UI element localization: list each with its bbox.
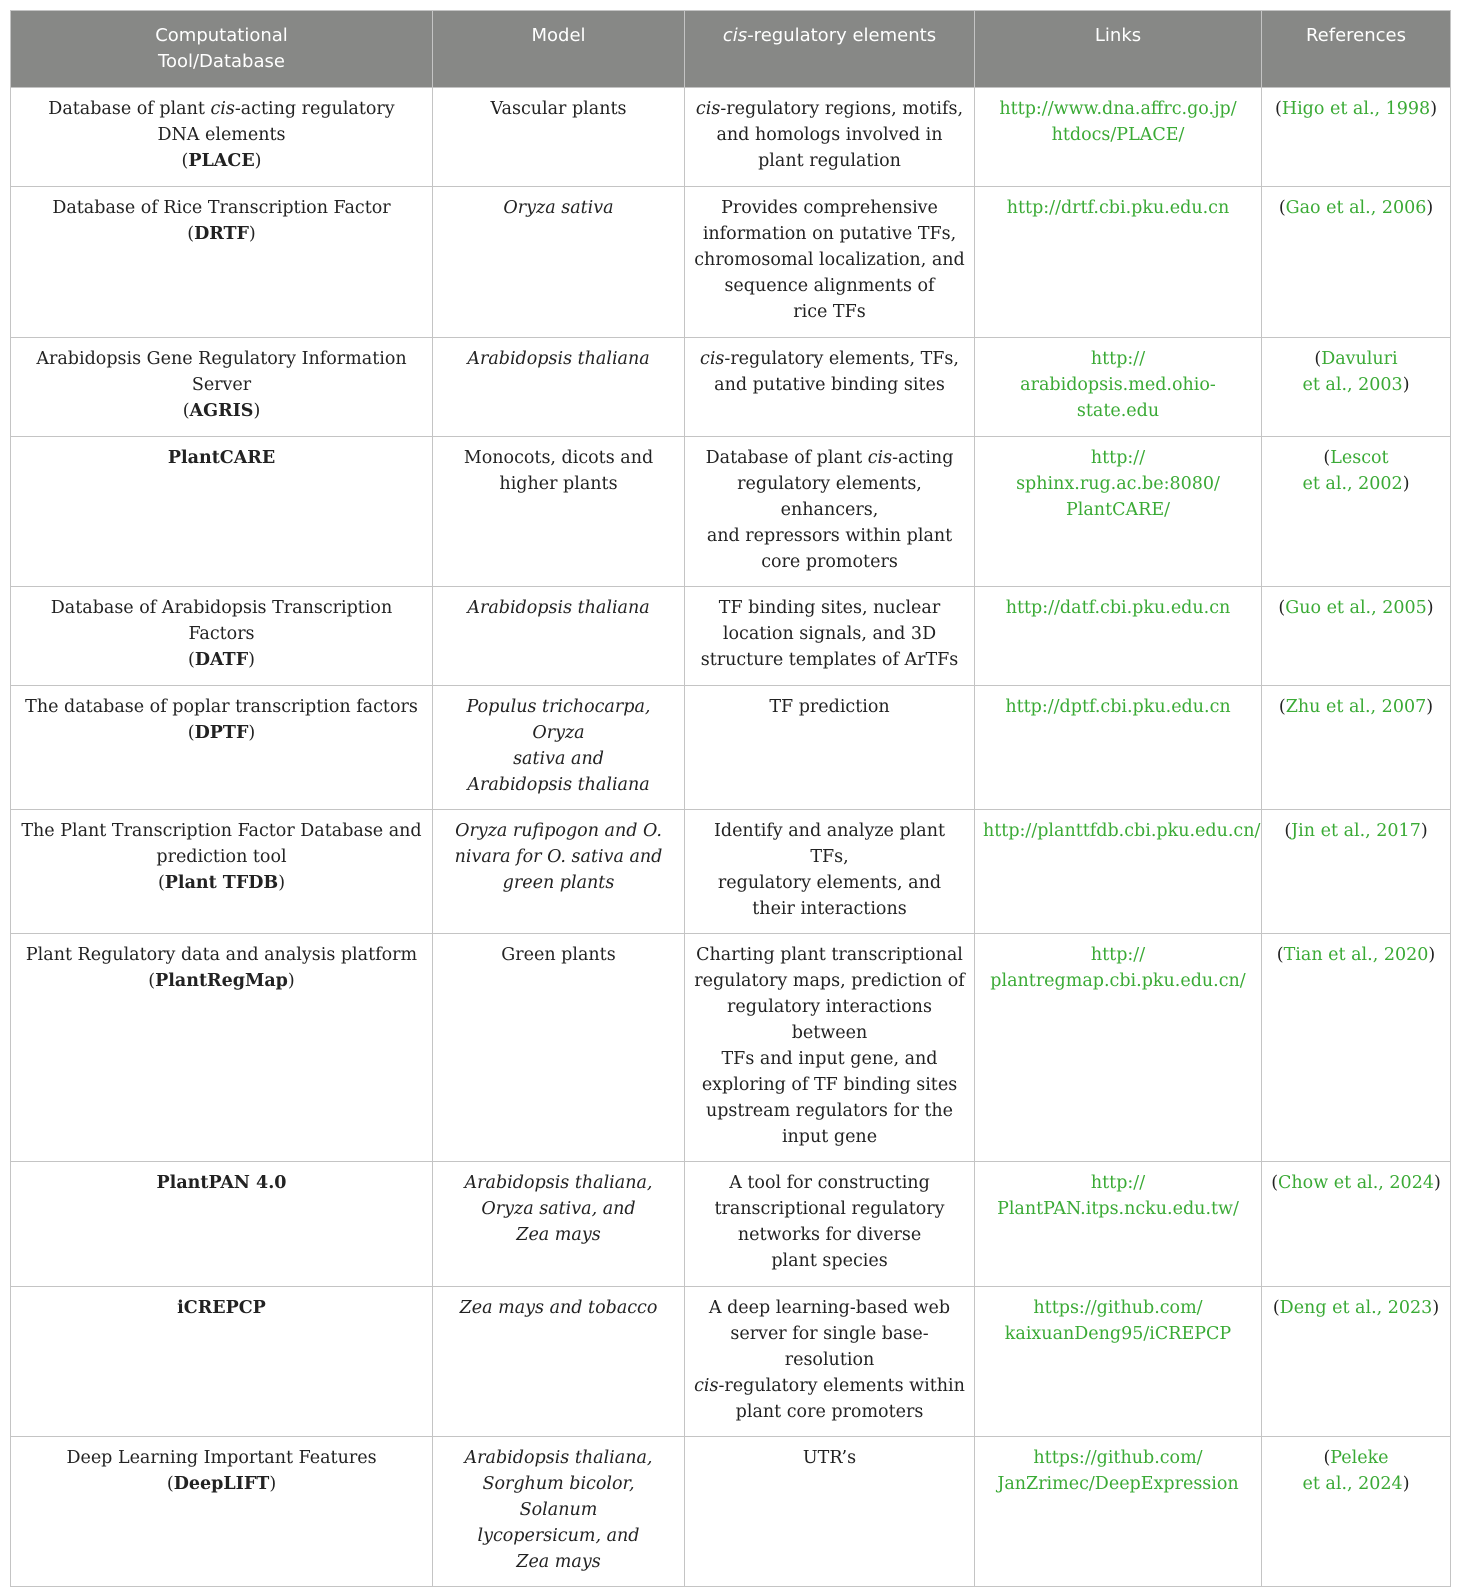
cre-cell: Identify and analyze plant TFs, regulatory elements, and their interactions: [685, 810, 975, 934]
reference-cell[interactable]: (Higo et al., 1998): [1262, 88, 1451, 187]
tool-cell: Deep Learning Important Features (DeepLIFT): [11, 1437, 433, 1587]
table-row: [11, 1287, 1451, 1437]
link[interactable]: http://drtf.cbi.pku.edu.cn: [1006, 198, 1230, 218]
model-cell: Oryza rufipogon and O. nivara for O. sativa and green plants: [433, 810, 685, 934]
reference-cell[interactable]: (Deng et al., 2023): [1262, 1287, 1451, 1437]
reference-cell[interactable]: (Peleke et al., 2024): [1262, 1437, 1451, 1587]
table-row: [11, 88, 1451, 187]
link[interactable]: arabidopsis.med.ohio-state.edu: [1020, 375, 1216, 421]
table-row: [11, 1437, 1451, 1587]
link[interactable]: htdocs/PLACE/: [1051, 125, 1185, 145]
cre-cell: TF binding sites, nuclear location signals, and 3D structure templates of ArTFs: [685, 587, 975, 686]
tool-cell: Plant Regulatory data and analysis platform (PlantRegMap): [11, 934, 433, 1162]
reference-cell[interactable]: (Tian et al., 2020): [1262, 934, 1451, 1162]
reference-link[interactable]: et al., 2024: [1302, 1474, 1403, 1494]
link[interactable]: https://github.com/: [1033, 1298, 1203, 1318]
tool-cell: The Plant Transcription Factor Database and prediction tool (Plant TFDB): [11, 810, 433, 934]
cre-cell: TF prediction: [685, 686, 975, 810]
model-cell: Arabidopsis thaliana, Oryza sativa, and Zea mays: [433, 1162, 685, 1287]
model-cell: Arabidopsis thaliana: [433, 587, 685, 686]
model-cell: Arabidopsis thaliana: [433, 338, 685, 437]
link-cell[interactable]: [975, 88, 1262, 187]
tool-cell: PlantPAN 4.0: [11, 1162, 433, 1287]
link[interactable]: http://datf.cbi.pku.edu.cn: [1005, 598, 1231, 618]
link-cell[interactable]: [975, 934, 1262, 1162]
model-cell: Zea mays and tobacco: [433, 1287, 685, 1437]
header-cre: cis-regulatory elements: [685, 11, 975, 88]
model-cell: Oryza sativa: [433, 187, 685, 338]
header-row: [11, 11, 1451, 88]
link[interactable]: PlantPAN.itps.ncku.edu.tw/: [997, 1199, 1239, 1219]
reference-cell[interactable]: (Jin et al., 2017): [1262, 810, 1451, 934]
reference-cell[interactable]: (Davuluri et al., 2003): [1262, 338, 1451, 437]
reference-cell[interactable]: (Lescot et al., 2002): [1262, 437, 1451, 587]
link[interactable]: http://: [1090, 349, 1146, 369]
table-row: [11, 587, 1451, 686]
reference-cell[interactable]: (Guo et al., 2005): [1262, 587, 1451, 686]
tool-cell: Arabidopsis Gene Regulatory Information Server (AGRIS): [11, 338, 433, 437]
reference-link[interactable]: Chow et al., 2024: [1278, 1173, 1434, 1193]
reference-link[interactable]: Davuluri: [1321, 349, 1398, 369]
reference-link[interactable]: Peleke: [1330, 1448, 1389, 1468]
link[interactable]: PlantCARE/: [1066, 500, 1170, 520]
reference-link[interactable]: Guo et al., 2005: [1285, 598, 1427, 618]
tool-cell: PlantCARE: [11, 437, 433, 587]
reference-cell[interactable]: (Zhu et al., 2007): [1262, 686, 1451, 810]
link-cell[interactable]: [975, 686, 1262, 810]
table-row: [11, 1162, 1451, 1287]
tool-cell: Database of Arabidopsis Transcription Factors (DATF): [11, 587, 433, 686]
header-model: Model: [433, 11, 685, 88]
header-links: Links: [975, 11, 1262, 88]
header-tool: Computational Tool/Database: [11, 11, 433, 88]
cre-cell: A tool for constructing transcriptional regulatory networks for diverse plant species: [685, 1162, 975, 1287]
model-cell: Green plants: [433, 934, 685, 1162]
link[interactable]: http://planttfdb.cbi.pku.edu.cn/: [983, 821, 1261, 841]
link-cell[interactable]: [975, 587, 1262, 686]
tool-cell: Database of plant cis-acting regulatory DNA elements (PLACE): [11, 88, 433, 187]
cre-cell: cis-regulatory regions, motifs, and homologs involved in plant regulation: [685, 88, 975, 187]
model-cell: Monocots, dicots and higher plants: [433, 437, 685, 587]
reference-link[interactable]: et al., 2003: [1302, 375, 1403, 395]
tools-table: [10, 10, 1451, 1587]
reference-link[interactable]: Higo et al., 1998: [1281, 99, 1431, 119]
reference-cell[interactable]: (Chow et al., 2024): [1262, 1162, 1451, 1287]
link-cell[interactable]: [975, 187, 1262, 338]
table-row: [11, 338, 1451, 437]
link[interactable]: https://github.com/: [1033, 1448, 1203, 1468]
table-row: [11, 187, 1451, 338]
cre-cell: Charting plant transcriptional regulatory maps, prediction of regulatory interactions between TFs and input gene, and exploring of TF binding sites upstream regulators for the input gene: [685, 934, 975, 1162]
reference-link[interactable]: Jin et al., 2017: [1291, 821, 1421, 841]
table-row: [11, 810, 1451, 934]
reference-link[interactable]: Gao et al., 2006: [1285, 198, 1427, 218]
link[interactable]: sphinx.rug.ac.be:8080/: [1016, 474, 1220, 494]
reference-link[interactable]: et al., 2002: [1302, 474, 1403, 494]
reference-link[interactable]: Lescot: [1330, 448, 1389, 468]
link-cell[interactable]: [975, 1437, 1262, 1587]
table-row: [11, 437, 1451, 587]
reference-cell[interactable]: (Gao et al., 2006): [1262, 187, 1451, 338]
reference-link[interactable]: Deng et al., 2023: [1279, 1298, 1433, 1318]
cre-cell: cis-regulatory elements, TFs, and putative binding sites: [685, 338, 975, 437]
link[interactable]: http://dptf.cbi.pku.edu.cn: [1005, 697, 1231, 717]
link[interactable]: http://: [1090, 945, 1146, 965]
model-cell: Populus trichocarpa, Oryza sativa and Arabidopsis thaliana: [433, 686, 685, 810]
header-references: References: [1262, 11, 1451, 88]
tool-cell: Database of Rice Transcription Factor (DRTF): [11, 187, 433, 338]
tool-cell: iCREPCP: [11, 1287, 433, 1437]
link[interactable]: kaixuanDeng95/iCREPCP: [1004, 1324, 1232, 1344]
link[interactable]: JanZrimec/DeepExpression: [997, 1474, 1239, 1494]
link-cell[interactable]: [975, 810, 1262, 934]
link-cell[interactable]: [975, 1287, 1262, 1437]
reference-link[interactable]: Zhu et al., 2007: [1285, 697, 1427, 717]
link[interactable]: plantregmap.cbi.pku.edu.cn/: [990, 971, 1246, 991]
link-cell[interactable]: [975, 1162, 1262, 1287]
table-row: [11, 686, 1451, 810]
link-cell[interactable]: [975, 437, 1262, 587]
model-cell: Arabidopsis thaliana, Sorghum bicolor, Solanum lycopersicum, and Zea mays: [433, 1437, 685, 1587]
cre-cell: UTR’s: [685, 1437, 975, 1587]
cre-cell: Provides comprehensive information on putative TFs, chromosomal localization, and sequence alignments of rice TFs: [685, 187, 975, 338]
table-row: [11, 934, 1451, 1162]
link[interactable]: http://: [1090, 448, 1146, 468]
cre-cell: Database of plant cis-acting regulatory elements, enhancers, and repressors within plant core promoters: [685, 437, 975, 587]
link[interactable]: http://: [1090, 1173, 1146, 1193]
link-cell[interactable]: [975, 338, 1262, 437]
reference-link[interactable]: Tian et al., 2020: [1283, 945, 1429, 965]
cre-cell: A deep learning-based web server for single base-resolution cis-regulatory elements within plant core promoters: [685, 1287, 975, 1437]
model-cell: Vascular plants: [433, 88, 685, 187]
link[interactable]: http://www.dna.affrc.go.jp/: [999, 99, 1237, 119]
tool-cell: The database of poplar transcription factors (DPTF): [11, 686, 433, 810]
